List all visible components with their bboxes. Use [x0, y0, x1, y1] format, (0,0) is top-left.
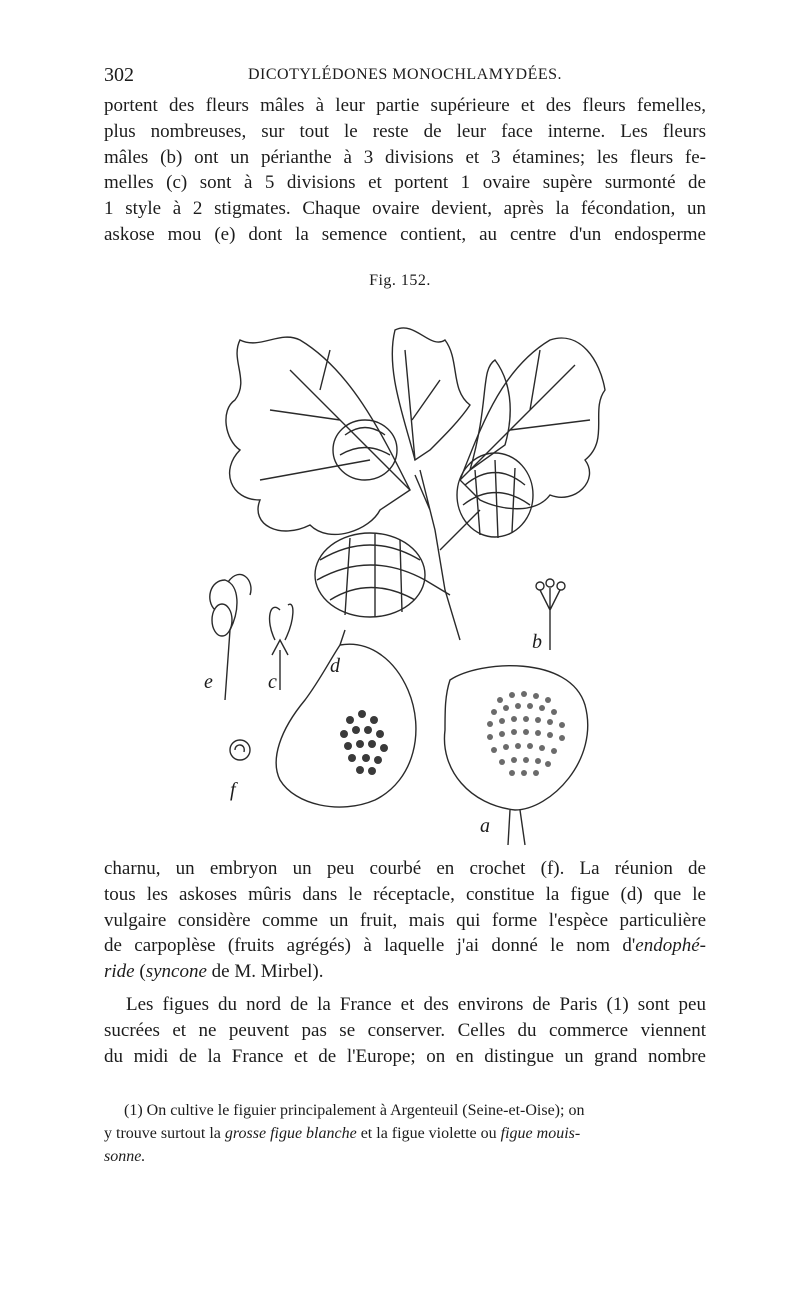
male-flower-b — [540, 588, 560, 650]
fig-a-seeds — [487, 691, 565, 776]
italic-term: endophé- — [635, 935, 706, 957]
text-line: mâles (b) ont un périanthe à 3 divisions et 3 étamines; les fleurs fe- — [104, 146, 706, 168]
stem — [415, 470, 480, 640]
running-title: DICOTYLÉDONES MONOCHLAMYDÉES. — [247, 66, 563, 83]
italic-term: sonne. — [104, 1148, 146, 1165]
label-b: b — [532, 631, 542, 653]
fig-section-a — [444, 666, 587, 810]
text-run: y trouve surtout la — [104, 1125, 225, 1142]
footnote-line — [104, 1145, 706, 1168]
text-run: et la figue violette ou — [356, 1125, 501, 1142]
text-line: askose mou (e) dont la semence contient, au centre d'un endosperme — [104, 223, 706, 245]
fig-d-seeds — [340, 710, 388, 775]
text-line: Les figues du nord de la France et des environs de Paris (1) sont peu — [126, 994, 706, 1015]
fig-fruit-top — [333, 420, 397, 480]
text-line: 1 style à 2 stigmates. Chaque ovaire devient, après la fécondation, un — [104, 198, 706, 220]
text-line — [104, 933, 706, 959]
fig-section-d — [276, 644, 416, 807]
footnote-line: (1) On cultive le figuier principalement à Argenteuil (Seine-et-Oise); on — [124, 1102, 585, 1119]
page-number: 302 — [104, 64, 134, 86]
embryo-f — [230, 740, 250, 760]
footnote — [104, 1099, 706, 1168]
label-d: d — [330, 655, 340, 677]
text-line — [104, 959, 706, 985]
leaf-top — [392, 328, 470, 460]
text-run: de carpoplèse (fruits agrégés) à laquelle j'ai donné le nom d' — [104, 935, 636, 957]
label-f: f — [230, 779, 236, 801]
fig-branch-drawing — [180, 310, 620, 850]
leaf-left — [226, 337, 410, 534]
paragraph-2 — [104, 856, 706, 985]
text-line: tous les askoses mûris dans le réceptacle, constitue la figue (d) que le — [104, 883, 706, 905]
leaf-right — [460, 338, 605, 509]
italic-term: ride — [104, 961, 135, 983]
figure-caption: Fig. 152. — [369, 272, 431, 289]
text-line: charnu, un embryon un peu courbé en crochet (f). La réunion de — [104, 858, 706, 879]
text-line: portent des fleurs mâles à leur partie supérieure et des fleurs femelles, — [104, 95, 706, 116]
text-run: de M. Mirbel). — [206, 961, 324, 983]
italic-term: figue mouis- — [500, 1125, 581, 1142]
footnote-line — [104, 1122, 706, 1145]
text-line: du midi de la France et de l'Europe; on en distingue un grand nombre — [104, 1045, 706, 1067]
italic-term: grosse figue blanche — [224, 1125, 357, 1142]
text-run: ( — [134, 961, 146, 983]
text-line: sucrées et ne peuvent pas se conserver. Celles du commerce viennent — [104, 1019, 706, 1041]
fig-illustration — [180, 310, 620, 850]
paragraph-3 — [104, 992, 706, 1069]
text-line: vulgaire considère comme un fruit, mais qui forme l'espèce particulière — [104, 909, 706, 931]
label-e: e — [204, 671, 213, 693]
italic-term: syncone — [145, 961, 207, 983]
askose-e — [210, 580, 237, 700]
paragraph-1 — [104, 93, 706, 248]
text-line: melles (c) sont à 5 divisions et portent 1 ovaire supère surmonté de — [104, 172, 706, 194]
text-line: plus nombreuses, sur tout le reste de leur face interne. Les fleurs — [104, 120, 706, 142]
running-header — [104, 64, 706, 88]
label-c: c — [268, 671, 277, 693]
label-a: a — [480, 815, 490, 837]
